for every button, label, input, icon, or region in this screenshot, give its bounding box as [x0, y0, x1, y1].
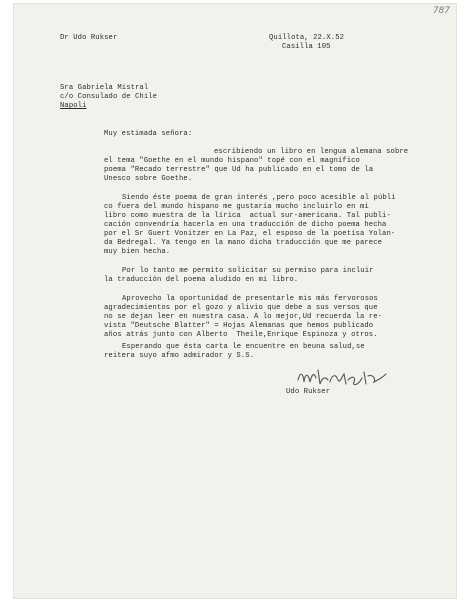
paragraph-line: da Bedregal. Ya tengo en la mano dicha traducción que me parece — [104, 239, 383, 247]
archive-number: 787 — [432, 6, 450, 16]
paragraph-line: co fuera del mundo hispano me gustaría mucho incluirlo en mi — [104, 203, 369, 211]
salutation: Muy estimada señora: — [104, 130, 193, 138]
paragraph-line: Siendo éste poema de gran interés ,pero poco acesible al públi — [122, 194, 396, 202]
date-line: Quillota, 22.X.52 — [269, 34, 345, 42]
recipient-city: Napoli — [60, 102, 87, 110]
recipient-consulate: c/o Consulado de Chile — [60, 93, 158, 101]
paragraph-line: por el Sr Guert Vonitzer en La Paz, el esposo de la poetisa Yolan- — [104, 230, 396, 238]
paragraph-line: poema "Recado terrestre" que Ud ha publicado en el tomo de la — [104, 166, 374, 174]
paragraph-line: Aprovecho la oportunidad de presentarle mis más fervorosos — [122, 295, 378, 303]
paragraph-line: años atrás junto con Alberto Theile,Enrique Espinoza y otros. — [104, 331, 378, 339]
casilla-line: Casilla 105 — [282, 43, 331, 51]
sender-name: Dr Udo Rukser — [60, 34, 118, 42]
paragraph-line: libro como muestra de la lírica actual sur-americana. Tal publi- — [104, 212, 391, 220]
paragraph-line: reitera suyo afmo admirador y S.S. — [104, 352, 255, 360]
paragraph-line: muy bien hecha. — [104, 248, 171, 256]
paragraph-line: vista "Deutsche Blatter" = Hojas Alemanas que hemos publicado — [104, 322, 374, 330]
paragraph-line: agradecimientos por el gozo y alivio que debe a sus versos que — [104, 304, 378, 312]
paragraph-line: cación convendría hacerla en una traducción de dicho poema hecha — [104, 221, 387, 229]
paragraph-line: escribiendo un libro en lengua alemana sobre — [214, 148, 409, 156]
paragraph-line: la traducción del poema aludido en mi libro. — [104, 276, 299, 284]
paragraph-line: no se dejan leer en nuestra casa. A lo mejor,Ud recuerda la re- — [104, 313, 383, 321]
recipient-name: Sra Gabriela Mistral — [60, 84, 149, 92]
paragraph-line: Unesco sobre Goethe. — [104, 175, 193, 183]
paragraph-line: el tema "Goethe en el mundo hispano" topé con el magnífico — [104, 157, 360, 165]
signature-name: Udo Rukser — [286, 388, 331, 396]
paragraph-line: Esperando que ésta carta le encuentre en beuna salud,se — [122, 343, 365, 351]
paragraph-line: Por lo tanto me permito solicitar su permiso para incluir — [122, 267, 374, 275]
letter-page — [14, 4, 456, 598]
